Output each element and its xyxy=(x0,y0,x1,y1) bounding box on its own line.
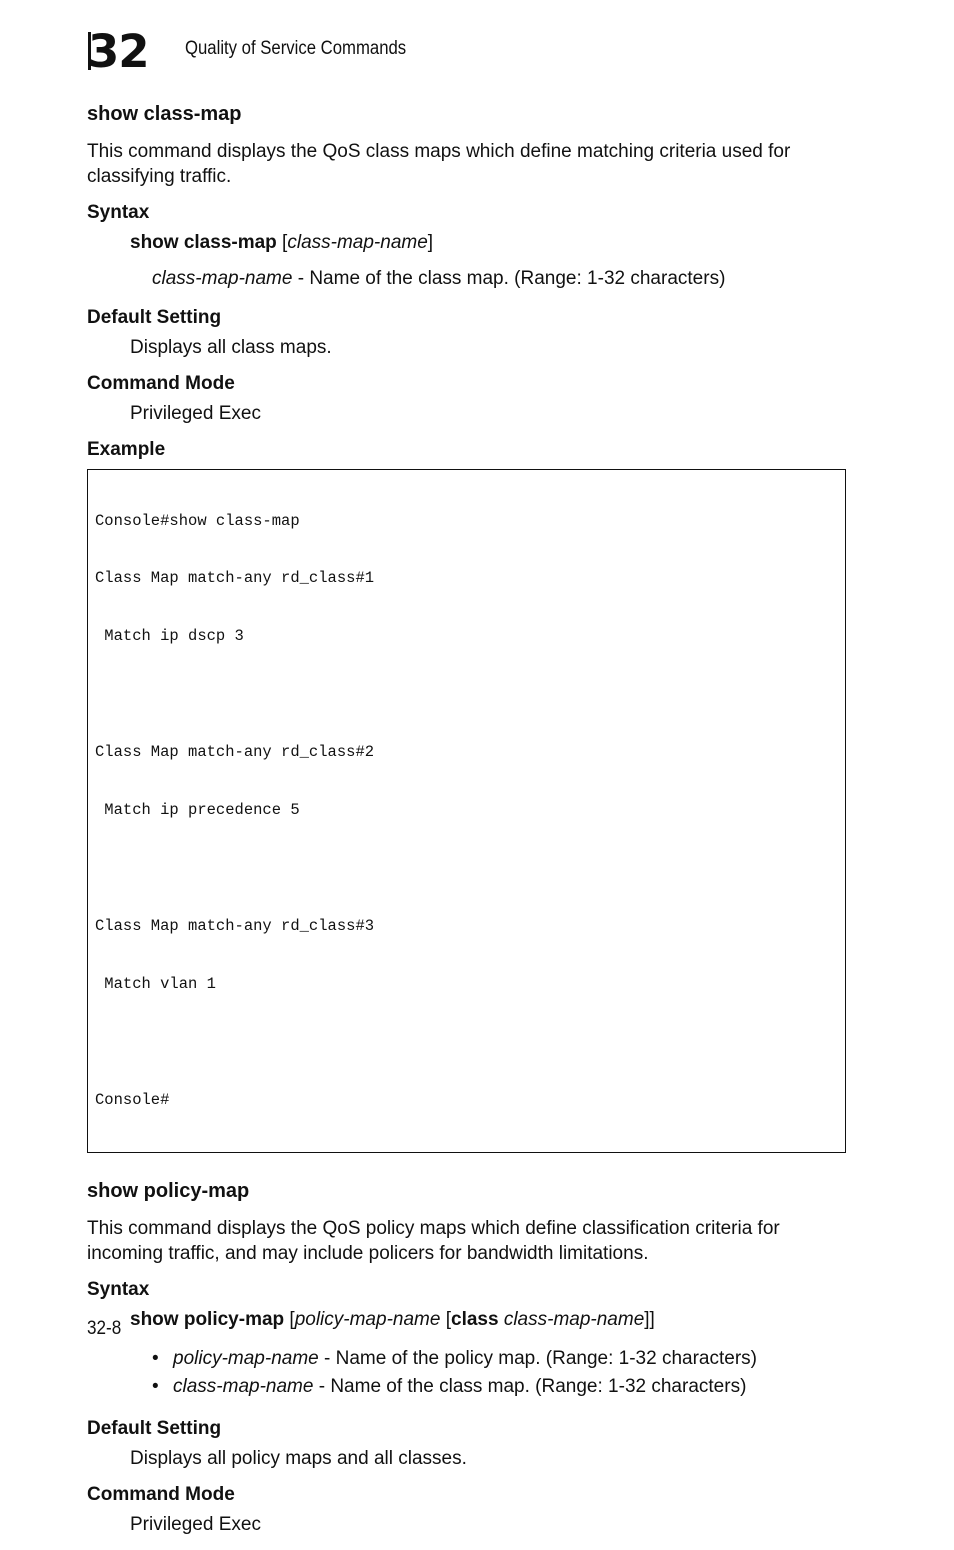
syntax-heading: Syntax xyxy=(87,1279,150,1301)
chapter-title: Quality of Service Commands xyxy=(185,38,407,59)
code-line: Match ip dscp 3 xyxy=(95,627,244,646)
command-mode-text: Privileged Exec xyxy=(130,403,261,424)
syntax-heading: Syntax xyxy=(87,202,150,223)
code-line: Class Map match-any rd_class#3 xyxy=(95,916,375,935)
parameter-description xyxy=(152,268,847,290)
syntax-bracket-open: [ xyxy=(284,1309,295,1331)
chapter-number: 32 xyxy=(88,25,149,78)
code-line: Console#show class-map xyxy=(95,511,300,530)
default-setting-heading: Default Setting xyxy=(87,307,222,328)
default-setting-text: Displays all policy maps and all classes. xyxy=(130,1448,467,1470)
code-line xyxy=(95,859,838,878)
parameter-name: class-map-name xyxy=(152,268,293,289)
code-line xyxy=(95,685,838,704)
syntax-line xyxy=(130,1309,847,1331)
syntax-argument: policy-map-name xyxy=(294,1309,441,1331)
syntax-bracket-close: ]] xyxy=(644,1309,655,1331)
syntax-bracket-close: ] xyxy=(427,232,434,253)
code-line: Class Map match-any rd_class#1 xyxy=(95,569,375,588)
page-number: 32-8 xyxy=(87,1318,122,1339)
syntax-command: show policy-map xyxy=(130,1309,285,1331)
syntax-line xyxy=(130,232,847,254)
command-mode-text: Privileged Exec xyxy=(130,1514,261,1536)
command-mode-heading: Command Mode xyxy=(87,373,235,394)
parameter-name: class-map-name xyxy=(173,1376,314,1398)
syntax-argument: class-map-name xyxy=(287,232,428,253)
example-code-block xyxy=(87,469,846,1153)
code-line: Match vlan 1 xyxy=(95,974,216,993)
parameter-text: - Name of the policy map. (Range: 1-32 characters) xyxy=(318,1348,757,1370)
bullet-icon: • xyxy=(152,1348,159,1370)
syntax-keyword: class xyxy=(451,1309,499,1331)
section-description: This command displays the QoS policy maps which define classification criteria for incoming traffic, and may include policers for bandwidth limitations. xyxy=(87,1218,780,1265)
parameter-text: - Name of the class map. (Range: 1-32 characters) xyxy=(313,1376,747,1398)
default-setting-heading: Default Setting xyxy=(87,1418,222,1440)
syntax-bracket-open: [ xyxy=(276,232,288,253)
code-line: Match ip precedence 5 xyxy=(95,801,300,820)
syntax-bracket-open: [ xyxy=(440,1309,451,1331)
command-mode-heading: Command Mode xyxy=(87,1484,235,1506)
code-line xyxy=(95,1033,838,1052)
section-description: This command displays the QoS class maps which define matching criteria used for classifying traffic. xyxy=(87,141,791,187)
syntax-argument: class-map-name xyxy=(503,1309,645,1331)
code-line: Console# xyxy=(95,1090,170,1109)
example-heading: Example xyxy=(87,439,166,460)
list-item xyxy=(152,1345,847,1373)
parameter-text: - Name of the class map. (Range: 1-32 characters) xyxy=(292,268,726,289)
code-line: Class Map match-any rd_class#2 xyxy=(95,743,375,762)
syntax-command: show class-map xyxy=(130,232,277,253)
default-setting-text: Displays all class maps. xyxy=(130,337,332,358)
parameter-name: policy-map-name xyxy=(173,1348,319,1370)
bullet-icon: • xyxy=(152,1376,159,1398)
page-content xyxy=(87,101,847,1550)
list-item xyxy=(152,1373,847,1401)
parameter-list xyxy=(152,1345,847,1401)
section-title-show-class-map: show class-map xyxy=(87,103,242,125)
section-title-show-policy-map: show policy-map xyxy=(87,1180,250,1203)
